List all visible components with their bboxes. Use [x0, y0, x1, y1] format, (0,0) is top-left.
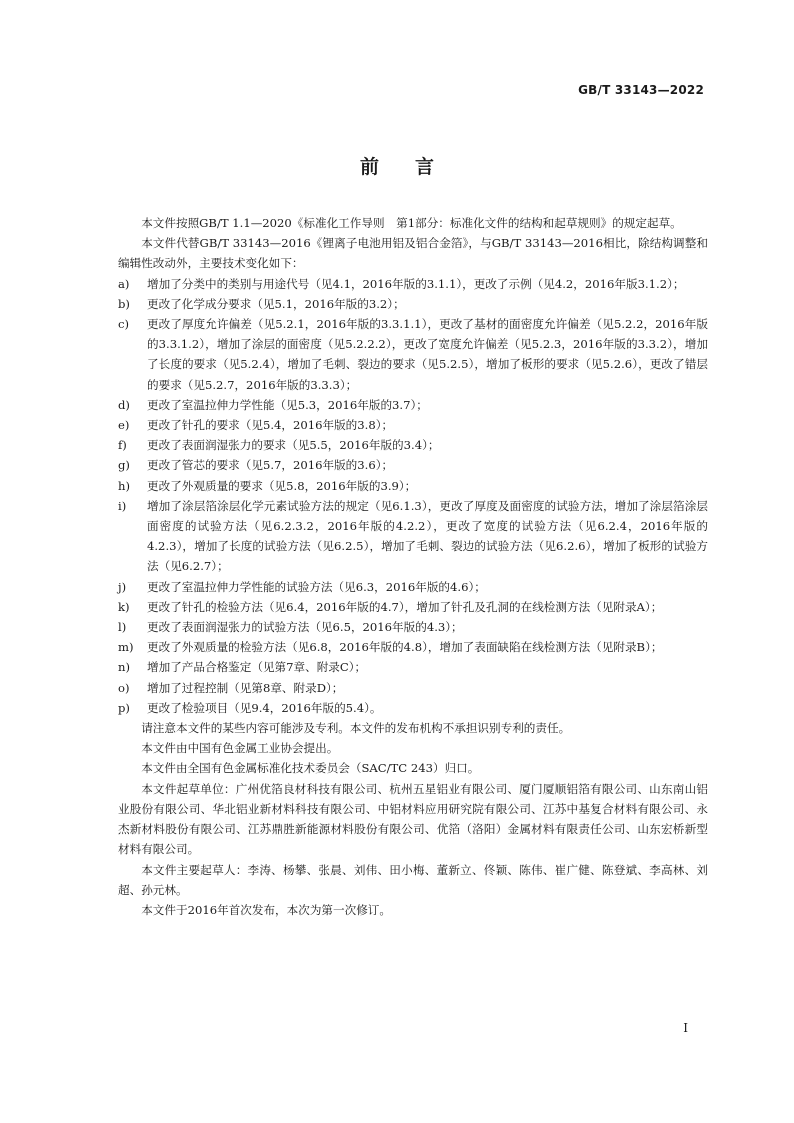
list-item-label: l): [118, 620, 127, 635]
list-item-text: 增加了产品合格鉴定（见第7章、附录C）；: [147, 660, 367, 675]
list-item: [118, 637, 708, 657]
list-item-text: 增加了分类中的类别与用途代号（见4.1，2016年版的3.1.1），更改了示例（见4.2，2016年版3.1.2）；: [147, 276, 685, 291]
list-item-label: a): [118, 276, 130, 291]
list-item: [118, 395, 708, 415]
page-title: 前言: [359, 156, 470, 178]
list-item-label: g): [118, 458, 130, 473]
list-item: [118, 657, 708, 677]
list-item-label: h): [118, 478, 130, 493]
list-item: [118, 698, 708, 718]
list-item-text: 更改了检验项目（见9.4，2016年版的5.4）。: [147, 700, 382, 715]
list-item-label: d): [118, 397, 130, 412]
committee-statement: 本文件由全国有色金属标准化技术委员会（SAC/TC 243）归口。: [141, 761, 480, 776]
list-item: [118, 294, 708, 314]
list-item: [118, 597, 708, 617]
list-item-label: k): [118, 599, 130, 614]
standard-code-header: GB/T 33143—2022: [578, 83, 704, 97]
list-item-text: 增加了涂层箔涂层化学元素试验方法的规定（见6.1.3），更改了厚度及面密度的试验方法，增加了涂层箔涂层面密度的试验方法（见6.2.3.2，2016年版的4.2.2），更改了宽度的试验方法（见6.2.4，2016年版的4.2.3），增加了长度的试验方法（见6.2.5），增加了毛刺、裂边的试验方法（见6.2.6），增加了板形的试验方法（见6.2.7）；: [147, 498, 708, 574]
proposer-statement: 本文件由中国有色金属工业协会提出。: [141, 741, 339, 756]
list-item: [118, 496, 708, 577]
list-item-label: i): [118, 498, 127, 513]
list-item: [118, 678, 708, 698]
list-item: [118, 435, 708, 455]
list-item-label: c): [118, 317, 130, 332]
drafting-organizations: 本文件起草单位：广州优箔良材科技有限公司、杭州五星铝业有限公司、厦门厦顺铝箔有限公司、山东南山铝业股份有限公司、华北铝业新材料科技有限公司、中铝材料应用研究院有限公司、江苏中基复合材料有限公司、永杰新材料股份有限公司、江苏鼎胜新能源材料股份有限公司、优箔（洛阳）金属材料有限责任公司、山东宏桥新型材料有限公司。: [118, 781, 708, 857]
intro-paragraph: 本文件按照GB/T 1.1—2020《标准化工作导则 第1部分：标准化文件的结构和起草规则》的规定起草。: [141, 216, 682, 230]
drafting-persons: 本文件主要起草人：李涛、杨攀、张晨、刘伟、田小梅、董新立、佟颖、陈伟、崔广健、陈登斌、李高林、刘超、孙元林。: [118, 862, 708, 897]
list-item-label: f): [118, 438, 127, 453]
intro-paragraph: 本文件代替GB/T 33143—2016《锂离子电池用铝及铝合金箔》，与GB/T 33143—2016相比，除结构调整和编辑性改动外，主要技术变化如下：: [118, 236, 708, 271]
list-item: [118, 314, 708, 395]
list-item-text: 更改了管芯的要求（见5.7，2016年版的3.6）；: [147, 458, 394, 473]
list-item-label: j): [118, 579, 127, 594]
list-item: [118, 577, 708, 597]
list-item: [118, 617, 708, 637]
list-item-label: m): [118, 640, 134, 655]
list-item-label: e): [118, 418, 130, 433]
page-number: I: [683, 1021, 688, 1035]
list-item-text: 增加了过程控制（见第8章、附录D）；: [147, 680, 344, 695]
list-item-text: 更改了针孔的检验方法（见6.4，2016年版的4.7），增加了针孔及孔洞的在线检测方法（见附录A）；: [147, 599, 663, 614]
list-item-text: 更改了表面润湿张力的试验方法（见6.5，2016年版的4.3）；: [147, 620, 463, 635]
patent-notice: 请注意本文件的某些内容可能涉及专利。本文件的发布机构不承担识别专利的责任。: [141, 721, 571, 736]
list-item-text: 更改了厚度允许偏差（见5.2.1，2016年版的3.3.1.1），更改了基材的面密度允许偏差（见5.2.2，2016年版的3.3.1.2），增加了涂层的面密度（见5.2.2.2），更改了宽度允许偏差（见5.2.3，2016年版的3.3.2），增加了长度的要求（见5.2.4），增加了毛刺、裂边的要求（见5.2.5），增加了板形的要求（见5.2.6），更改了错层的要求（见5.2.7，2016年版的3.3.3）；: [147, 317, 708, 392]
list-item-text: 更改了室温拉伸力学性能的试验方法（见6.3，2016年版的4.6）；: [147, 579, 486, 594]
list-item-label: p): [118, 700, 130, 715]
foreword-body: [118, 213, 708, 920]
list-item-label: o): [118, 680, 130, 695]
list-item: [118, 476, 708, 496]
list-item: [118, 455, 708, 475]
list-item-text: 更改了化学成分要求（见5.1，2016年版的3.2）；: [147, 296, 405, 311]
changes-list: [118, 274, 708, 718]
list-item: [118, 415, 708, 435]
list-item-label: n): [118, 660, 130, 675]
list-item-text: 更改了外观质量的检验方法（见6.8，2016年版的4.8），增加了表面缺陷在线检测方法（见附录B）；: [147, 640, 663, 655]
list-item-text: 更改了针孔的要求（见5.4，2016年版的3.8）；: [147, 418, 394, 433]
list-item-label: b): [118, 296, 130, 311]
publication-history: 本文件于2016年首次发布，本次为第一次修订。: [141, 902, 391, 917]
list-item-text: 更改了室温拉伸力学性能（见5.3，2016年版的3.7）；: [147, 397, 428, 412]
list-item-text: 更改了表面润湿张力的要求（见5.5，2016年版的3.4）；: [147, 438, 440, 453]
list-item-text: 更改了外观质量的要求（见5.8，2016年版的3.9）；: [147, 478, 417, 493]
list-item: [118, 274, 708, 294]
